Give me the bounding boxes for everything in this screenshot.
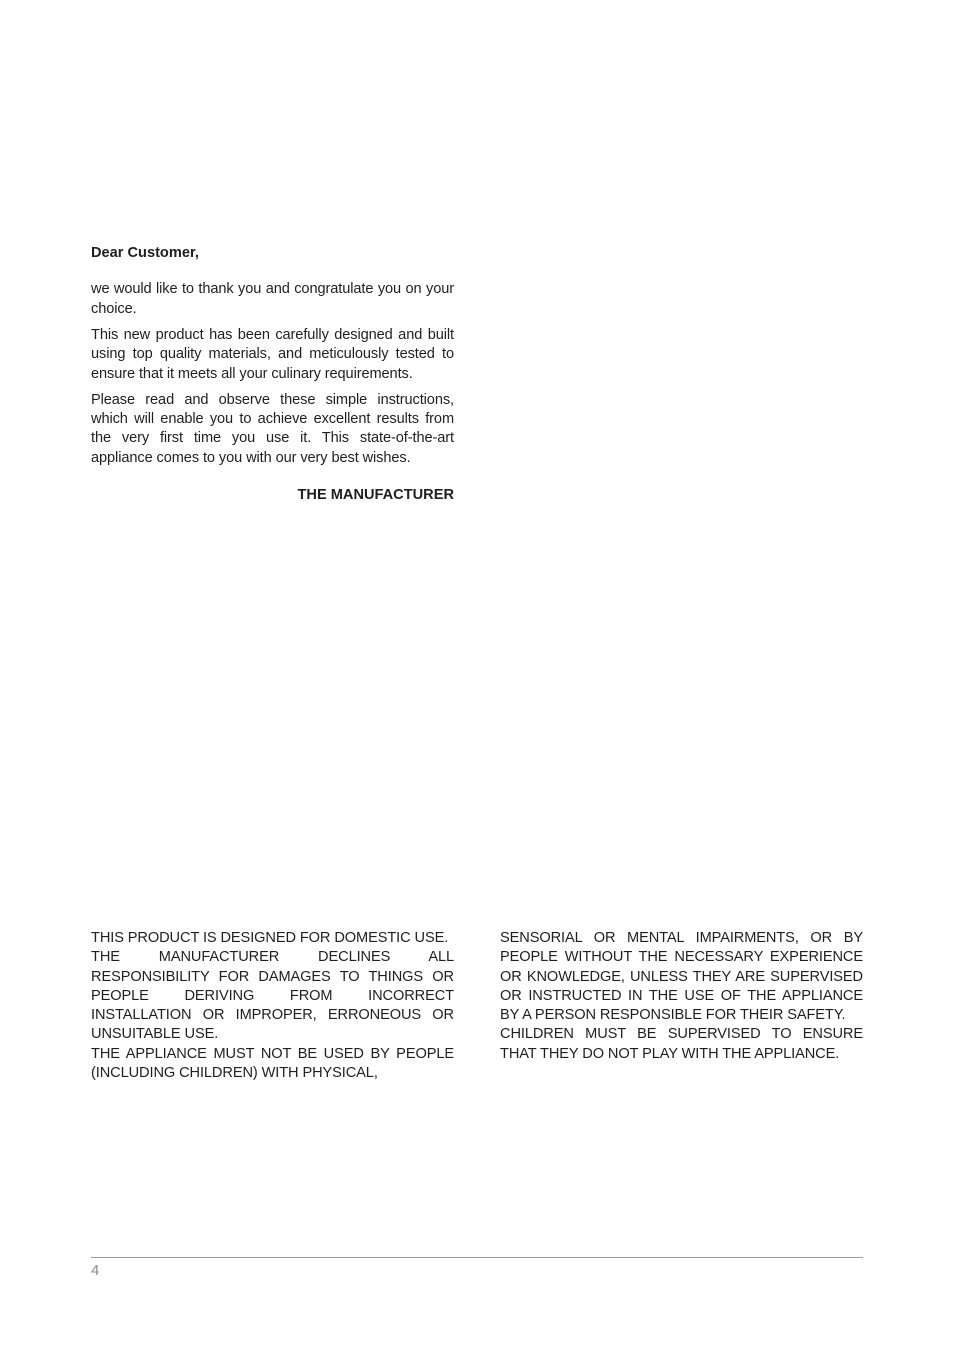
footer-divider — [91, 1257, 863, 1258]
letter-greeting: Dear Customer, — [91, 245, 199, 261]
safety-warning-right-column — [500, 929, 863, 1064]
warning-paragraph: THE MANUFACTURER DECLINES ALL RESPONSIBILITY FOR DAMAGES TO THINGS OR PEOPLE DERIVING FROM INCORRECT INSTALLATION OR IMPROPER, ERRONEOUS OR UNSUITABLE USE. — [91, 949, 454, 1043]
welcome-letter — [91, 244, 454, 520]
letter-paragraph: This new product has been carefully designed and built using top quality materials, and meticulously tested to ensure that it meets all your culinary requirements. — [91, 326, 454, 382]
safety-warning-left-column — [91, 929, 454, 1083]
warning-paragraph: CHILDREN MUST BE SUPERVISED TO ENSURE THAT THEY DO NOT PLAY WITH THE APPLIANCE. — [500, 1026, 863, 1062]
page-number: 4 — [91, 1262, 100, 1279]
warning-paragraph: THE APPLIANCE MUST NOT BE USED BY PEOPLE (INCLUDING CHILDREN) WITH PHYSICAL, — [91, 1045, 454, 1082]
warning-paragraph: THIS PRODUCT IS DESIGNED FOR DOMESTIC USE. — [91, 930, 449, 946]
letter-paragraph: Please read and observe these simple instructions, which will enable you to achieve excellent results from the very first time you use it. This state-of-the-art appliance comes to you with our very best wishes. — [91, 391, 454, 466]
warning-paragraph: SENSORIAL OR MENTAL IMPAIRMENTS, OR BY PEOPLE WITHOUT THE NECESSARY EXPERIENCE OR KNOWLEDGE, UNLESS THEY ARE SUPERVISED OR INSTRUCTED IN THE USE OF THE APPLIANCE BY A PERSON RESPONSIBLE FOR THEIR SAFETY. — [500, 930, 863, 1024]
letter-signature: THE MANUFACTURER — [297, 487, 454, 504]
letter-paragraph: we would like to thank you and congratulate you on your choice. — [91, 281, 454, 317]
